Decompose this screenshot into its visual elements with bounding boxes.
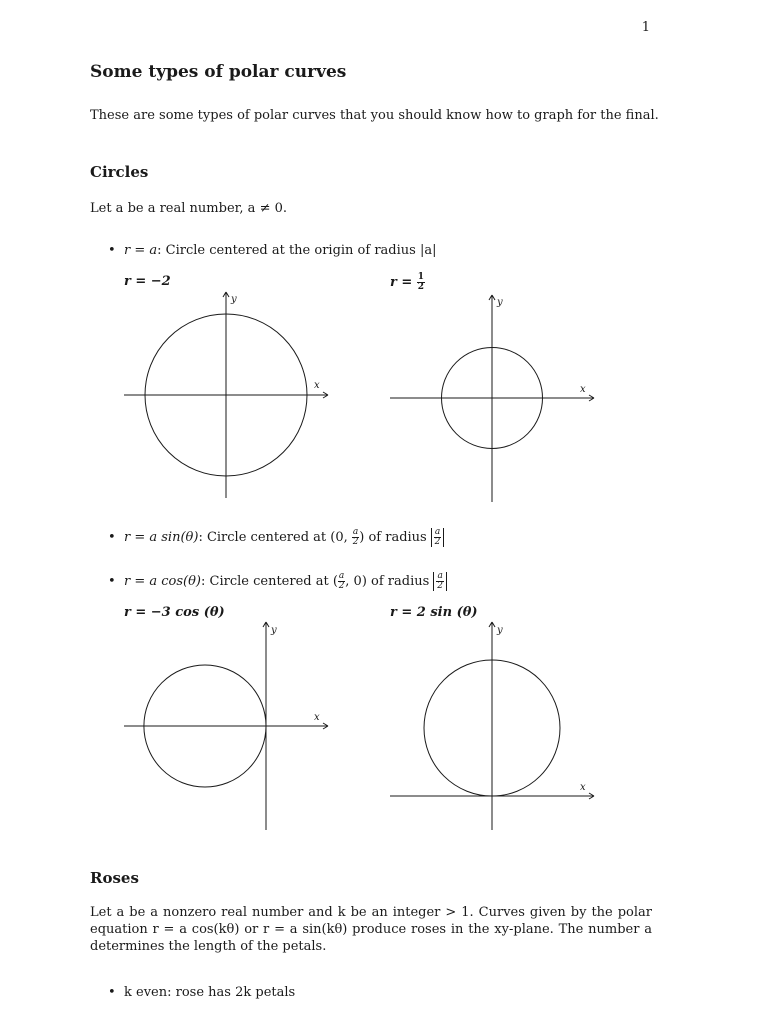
- bullet-description: : Circle centered at (: [201, 574, 338, 589]
- y-axis-label: y: [497, 625, 503, 636]
- rose-bullet-even: [108, 985, 295, 1000]
- bullet-description: : Circle centered at the origin of radius |a|: [157, 243, 437, 258]
- circles-heading: Circles: [90, 163, 149, 181]
- circle-plot-4: [385, 618, 600, 833]
- plot-label-1: r = −2: [124, 274, 171, 289]
- y-axis-label: y: [231, 294, 237, 305]
- bullet-description-tail: ) of radius: [359, 530, 431, 545]
- roses-paragraph: Let a be a nonzero real number and k be an integer > 1. Curves given by the polar equation r = a cos(kθ) or r = a sin(kθ) produce roses in the xy-plane. The number a determines the length of the petals.: [90, 905, 652, 954]
- bullet-fraction: $\frac{a}{2}$: [338, 571, 345, 591]
- bullet-dot: •: [108, 243, 116, 258]
- x-axis-label: x: [314, 380, 320, 391]
- intro-paragraph: These are some types of polar curves that you should know how to graph for the final.: [90, 108, 659, 123]
- abs-value-radius: $\frac{a}{2}$: [433, 572, 446, 591]
- circle-plot-3: [120, 618, 335, 833]
- bullet-equation: r = a cos(θ): [124, 574, 202, 589]
- x-axis-label: x: [314, 712, 320, 723]
- circle-bullet-origin: [108, 243, 436, 258]
- roses-heading: Roses: [90, 869, 139, 887]
- y-axis-label: y: [497, 297, 503, 308]
- plot-label-2-fraction: $\frac{1}{2}$: [417, 272, 425, 292]
- bullet-equation: r = a: [124, 243, 158, 258]
- bullet-description: : Circle centered at (0,: [198, 530, 352, 545]
- bullet-dot: •: [108, 574, 116, 589]
- circle-plot-1: [120, 288, 335, 503]
- y-axis-label: y: [271, 625, 277, 636]
- x-axis-label: x: [580, 782, 586, 793]
- bullet-fraction: $\frac{a}{2}$: [352, 527, 359, 547]
- circle-bullet-sin: [108, 528, 444, 547]
- plot-label-4: r = 2 sin (θ): [390, 605, 478, 620]
- abs-value-radius: $\frac{a}{2}$: [431, 528, 444, 547]
- bullet-text: k even: rose has 2k petals: [124, 985, 296, 1000]
- bullet-description-tail: , 0) of radius: [345, 574, 434, 589]
- bullet-dot: •: [108, 985, 116, 1000]
- circle-plot-2: [385, 290, 600, 505]
- circle-bullet-cos: [108, 572, 447, 591]
- page-title: Some types of polar curves: [90, 62, 347, 82]
- bullet-equation: r = a sin(θ): [124, 530, 199, 545]
- plot-label-2-text: r =: [390, 275, 417, 290]
- page-number: 1: [641, 20, 650, 35]
- plot-label-3: r = −3 cos (θ): [124, 605, 225, 620]
- bullet-dot: •: [108, 530, 116, 545]
- x-axis-label: x: [580, 384, 586, 395]
- circles-let-text: Let a be a real number, a ≠ 0.: [90, 201, 287, 216]
